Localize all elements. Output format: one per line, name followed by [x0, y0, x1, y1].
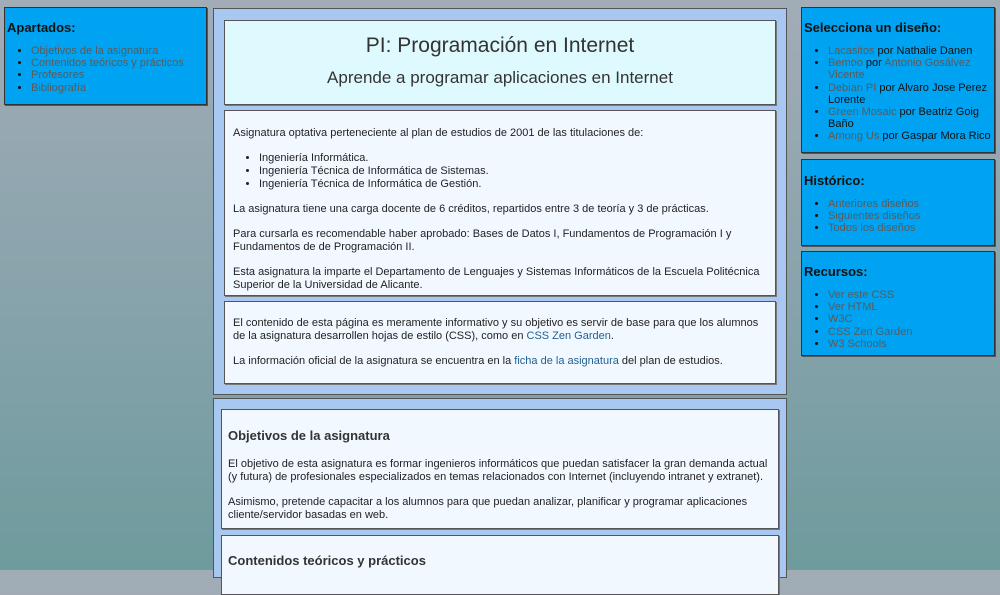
next-designs-link[interactable]: Siguientes diseños	[828, 210, 921, 223]
by-text: por	[865, 57, 882, 70]
page-header	[224, 20, 776, 105]
objectives-paragraph-1: El objetivo de esta asignatura es formar ingenieros informáticos que puedan satisfacer la gran demanda actual (y futura) de profesionales especializados en temas relacionados con Internet (incluyendo intranet y extranet).	[228, 458, 768, 483]
list-item	[828, 313, 994, 325]
info-text: La información oficial de la asignatura se encuentra en la	[233, 355, 515, 367]
design-author-link[interactable]: Antonio Gosálvez Vicente	[828, 57, 971, 82]
history-panel	[801, 159, 995, 246]
list-item	[31, 82, 206, 94]
intro-paragraph-3: Para cursarla es recomendable haber aprobado: Bases de Datos I, Fundamentos de Programación I y Fundamentos de de Programación II.	[233, 228, 732, 253]
list-item: • Ingeniería Técnica de Informática de Sistemas.	[259, 165, 767, 178]
sections-title: Apartados:	[7, 20, 76, 35]
history-list	[804, 198, 994, 235]
info-text: del plan de estudios.	[618, 355, 723, 367]
view-css-link[interactable]: Ver este CSS	[828, 289, 895, 301]
design-author: Beatriz Goig Baño	[828, 106, 980, 131]
resources-title: Recursos:	[804, 264, 868, 279]
info-section	[224, 301, 776, 384]
design-author: Gaspar Mora Rico	[901, 130, 991, 143]
list-item	[828, 326, 994, 338]
intro-paragraph-1: Asignatura optativa perteneciente al plan de estudios de 2001 de las titulaciones de:	[233, 127, 644, 139]
list-item: • Ingeniería Técnica de Informática de Gestión.	[259, 178, 767, 191]
design-link-lacasitos[interactable]: Lacasitos	[828, 45, 875, 57]
by-text: por	[879, 81, 896, 94]
sections-panel	[4, 7, 207, 105]
view-html-link[interactable]: Ver HTML	[828, 301, 878, 314]
contents-title: Contenidos teóricos y prácticos	[228, 553, 426, 568]
list-item	[828, 57, 994, 81]
css-zen-garden-link[interactable]: CSS Zen Garden	[526, 330, 611, 342]
objectives-section	[221, 409, 779, 529]
info-paragraph-2	[233, 355, 767, 368]
list-item	[828, 82, 994, 106]
list-item: • Ingeniería Informática.	[259, 152, 767, 165]
design-link-bemoo[interactable]: Bemoo	[828, 57, 863, 70]
history-title: Histórico:	[804, 173, 865, 188]
design-link-among-us[interactable]: Among Us	[828, 130, 880, 143]
info-paragraph-1	[233, 317, 767, 343]
intro-paragraph-4: Esta asignatura la imparte el Departamento de Lenguajes y Sistemas Informáticos de la Escuela Politécnica Superior de la Universidad de Alicante.	[233, 266, 760, 291]
contents-section	[221, 535, 779, 595]
section-link-profesores[interactable]: Profesores	[31, 69, 85, 82]
sections-list	[7, 45, 206, 94]
intro-section	[224, 110, 776, 296]
w3c-link[interactable]: W3C	[828, 313, 853, 326]
main-bottom-container	[213, 398, 787, 578]
w3-schools-link[interactable]: W3 Schools	[828, 337, 887, 350]
list-item	[31, 69, 206, 81]
page-title: PI: Programación en Internet	[365, 34, 635, 57]
section-link-bibliografia[interactable]: Bibliografía	[31, 81, 87, 94]
design-link-debian-pi[interactable]: Debian PI	[828, 81, 877, 94]
list-item	[31, 45, 206, 57]
all-designs-link[interactable]: Todos los diseños	[828, 222, 916, 235]
css-zen-garden-resource-link[interactable]: CSS Zen Garden	[828, 325, 913, 338]
designs-title: Selecciona un diseño:	[804, 20, 942, 35]
course-sheet-link[interactable]: ficha de la asignatura	[514, 355, 619, 367]
designs-panel	[801, 7, 995, 153]
page-subtitle: Aprende a programar aplicaciones en Internet	[327, 68, 673, 87]
main-top-container	[213, 8, 787, 395]
list-item	[828, 45, 994, 57]
by-text: por	[877, 45, 894, 57]
design-link-green-mosaic[interactable]: Green Mosaic	[828, 106, 897, 119]
list-item	[828, 210, 994, 222]
resources-panel	[801, 251, 995, 356]
info-text: El contenido de esta página es meramente informativo y su objetivo es servir de base para que los alumnos de la asignatura desarrollen hojas de estilo (CSS), como en	[233, 317, 759, 342]
design-author: Alvaro Jose Perez Lorente	[828, 81, 987, 106]
list-item	[828, 222, 994, 234]
designs-list	[804, 45, 994, 143]
list-item	[31, 57, 206, 69]
resources-list	[804, 289, 994, 350]
list-item	[828, 338, 994, 350]
previous-designs-link[interactable]: Anteriores diseños	[828, 198, 920, 210]
list-item	[828, 106, 994, 130]
info-text: .	[610, 330, 614, 342]
objectives-paragraph-2: Asimismo, pretende capacitar a los alumnos para que puedan analizar, planificar y programar aplicaciones cliente/servidor basadas en web.	[228, 496, 748, 521]
section-link-contenidos[interactable]: Contenidos teóricos y prácticos	[31, 57, 184, 70]
list-item	[828, 289, 994, 301]
degrees-list	[233, 152, 767, 191]
list-item	[828, 130, 994, 142]
by-text: por	[882, 130, 899, 143]
list-item	[828, 198, 994, 210]
objectives-title: Objetivos de la asignatura	[228, 428, 390, 443]
intro-paragraph-2: La asignatura tiene una carga docente de 6 créditos, repartidos entre 3 de teoría y 3 de prácticas.	[233, 203, 709, 215]
list-item	[828, 301, 994, 313]
by-text: por	[899, 106, 916, 119]
section-link-objetivos[interactable]: Objetivos de la asignatura	[31, 45, 159, 57]
design-author: Nathalie Danen	[896, 45, 973, 57]
